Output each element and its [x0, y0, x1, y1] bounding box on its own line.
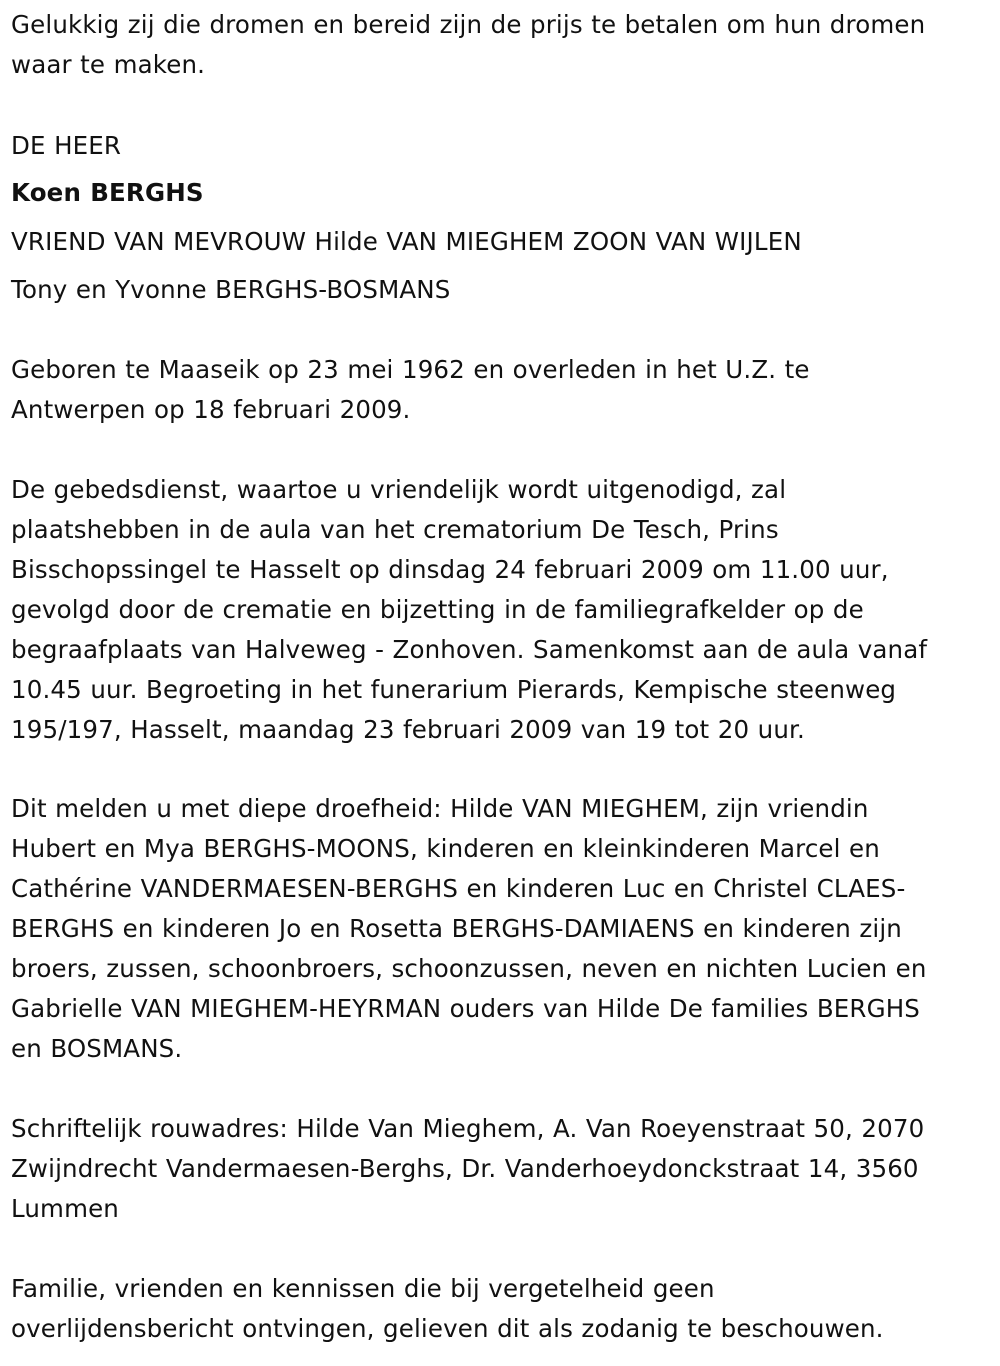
paragraph-line: Antwerpen op 18 februari 2009. — [11, 395, 411, 424]
parents-line: Tony en Yvonne BERGHS-BOSMANS — [11, 275, 451, 304]
paragraph-line: Zwijndrecht Vandermaesen-Berghs, Dr. Vanderhoeydonckstraat 14, 3560 — [11, 1154, 919, 1183]
paragraph-line: Cathérine VANDERMAESEN-BERGHS en kinderen Luc en Christel CLAES- — [11, 874, 906, 903]
paragraph-line: Lummen — [11, 1194, 119, 1223]
closing-paragraph — [11, 1269, 996, 1349]
condolence-address-paragraph — [11, 1109, 996, 1229]
paragraph-line: Hubert en Mya BERGHS-MOONS, kinderen en kleinkinderen Marcel en — [11, 834, 880, 863]
paragraph-line: broers, zussen, schoonbroers, schoonzussen, neven en nichten Lucien en — [11, 954, 927, 983]
paragraph-line: gevolgd door de crematie en bijzetting in de familiegrafkelder op de — [11, 595, 864, 624]
birth-death-paragraph — [11, 350, 996, 430]
relation-line: VRIEND VAN MEVROUW Hilde VAN MIEGHEM ZOON VAN WIJLEN — [11, 227, 802, 256]
intro-line: Gelukkig zij die dromen en bereid zijn de prijs te betalen om hun dromen — [11, 10, 926, 39]
deceased-name: Koen BERGHS — [11, 178, 204, 207]
intro-quote — [11, 5, 996, 85]
service-paragraph — [11, 470, 996, 750]
paragraph-line: Schriftelijk rouwadres: Hilde Van Mieghem, A. Van Roeyenstraat 50, 2070 — [11, 1114, 925, 1143]
paragraph-line: begraafplaats van Halveweg - Zonhoven. Samenkomst aan de aula vanaf — [11, 635, 928, 664]
paragraph-line: 195/197, Hasselt, maandag 23 februari 2009 van 19 tot 20 uur. — [11, 715, 805, 744]
paragraph-line: Bisschopssingel te Hasselt op dinsdag 24 februari 2009 om 11.00 uur, — [11, 555, 889, 584]
paragraph-line: en BOSMANS. — [11, 1034, 183, 1063]
paragraph-line: 10.45 uur. Begroeting in het funerarium Pierards, Kempische steenweg — [11, 675, 897, 704]
paragraph-line: De gebedsdienst, waartoe u vriendelijk wordt uitgenodigd, zal — [11, 475, 787, 504]
title-label: DE HEER — [11, 131, 122, 160]
paragraph-line: BERGHS en kinderen Jo en Rosetta BERGHS-DAMIAENS en kinderen zijn — [11, 914, 902, 943]
intro-line: waar te maken. — [11, 50, 206, 79]
paragraph-line: plaatshebben in de aula van het crematorium De Tesch, Prins — [11, 515, 779, 544]
paragraph-line: Geboren te Maaseik op 23 mei 1962 en overleden in het U.Z. te — [11, 355, 810, 384]
paragraph-line: Dit melden u met diepe droefheid: Hilde VAN MIEGHEM, zijn vriendin — [11, 794, 869, 823]
paragraph-line: overlijdensbericht ontvingen, gelieven dit als zodanig te beschouwen. — [11, 1314, 884, 1343]
paragraph-line: Gabrielle VAN MIEGHEM-HEYRMAN ouders van Hilde De families BERGHS — [11, 994, 921, 1023]
announcement-paragraph — [11, 789, 996, 1069]
paragraph-line: Familie, vrienden en kennissen die bij vergetelheid geen — [11, 1274, 715, 1303]
